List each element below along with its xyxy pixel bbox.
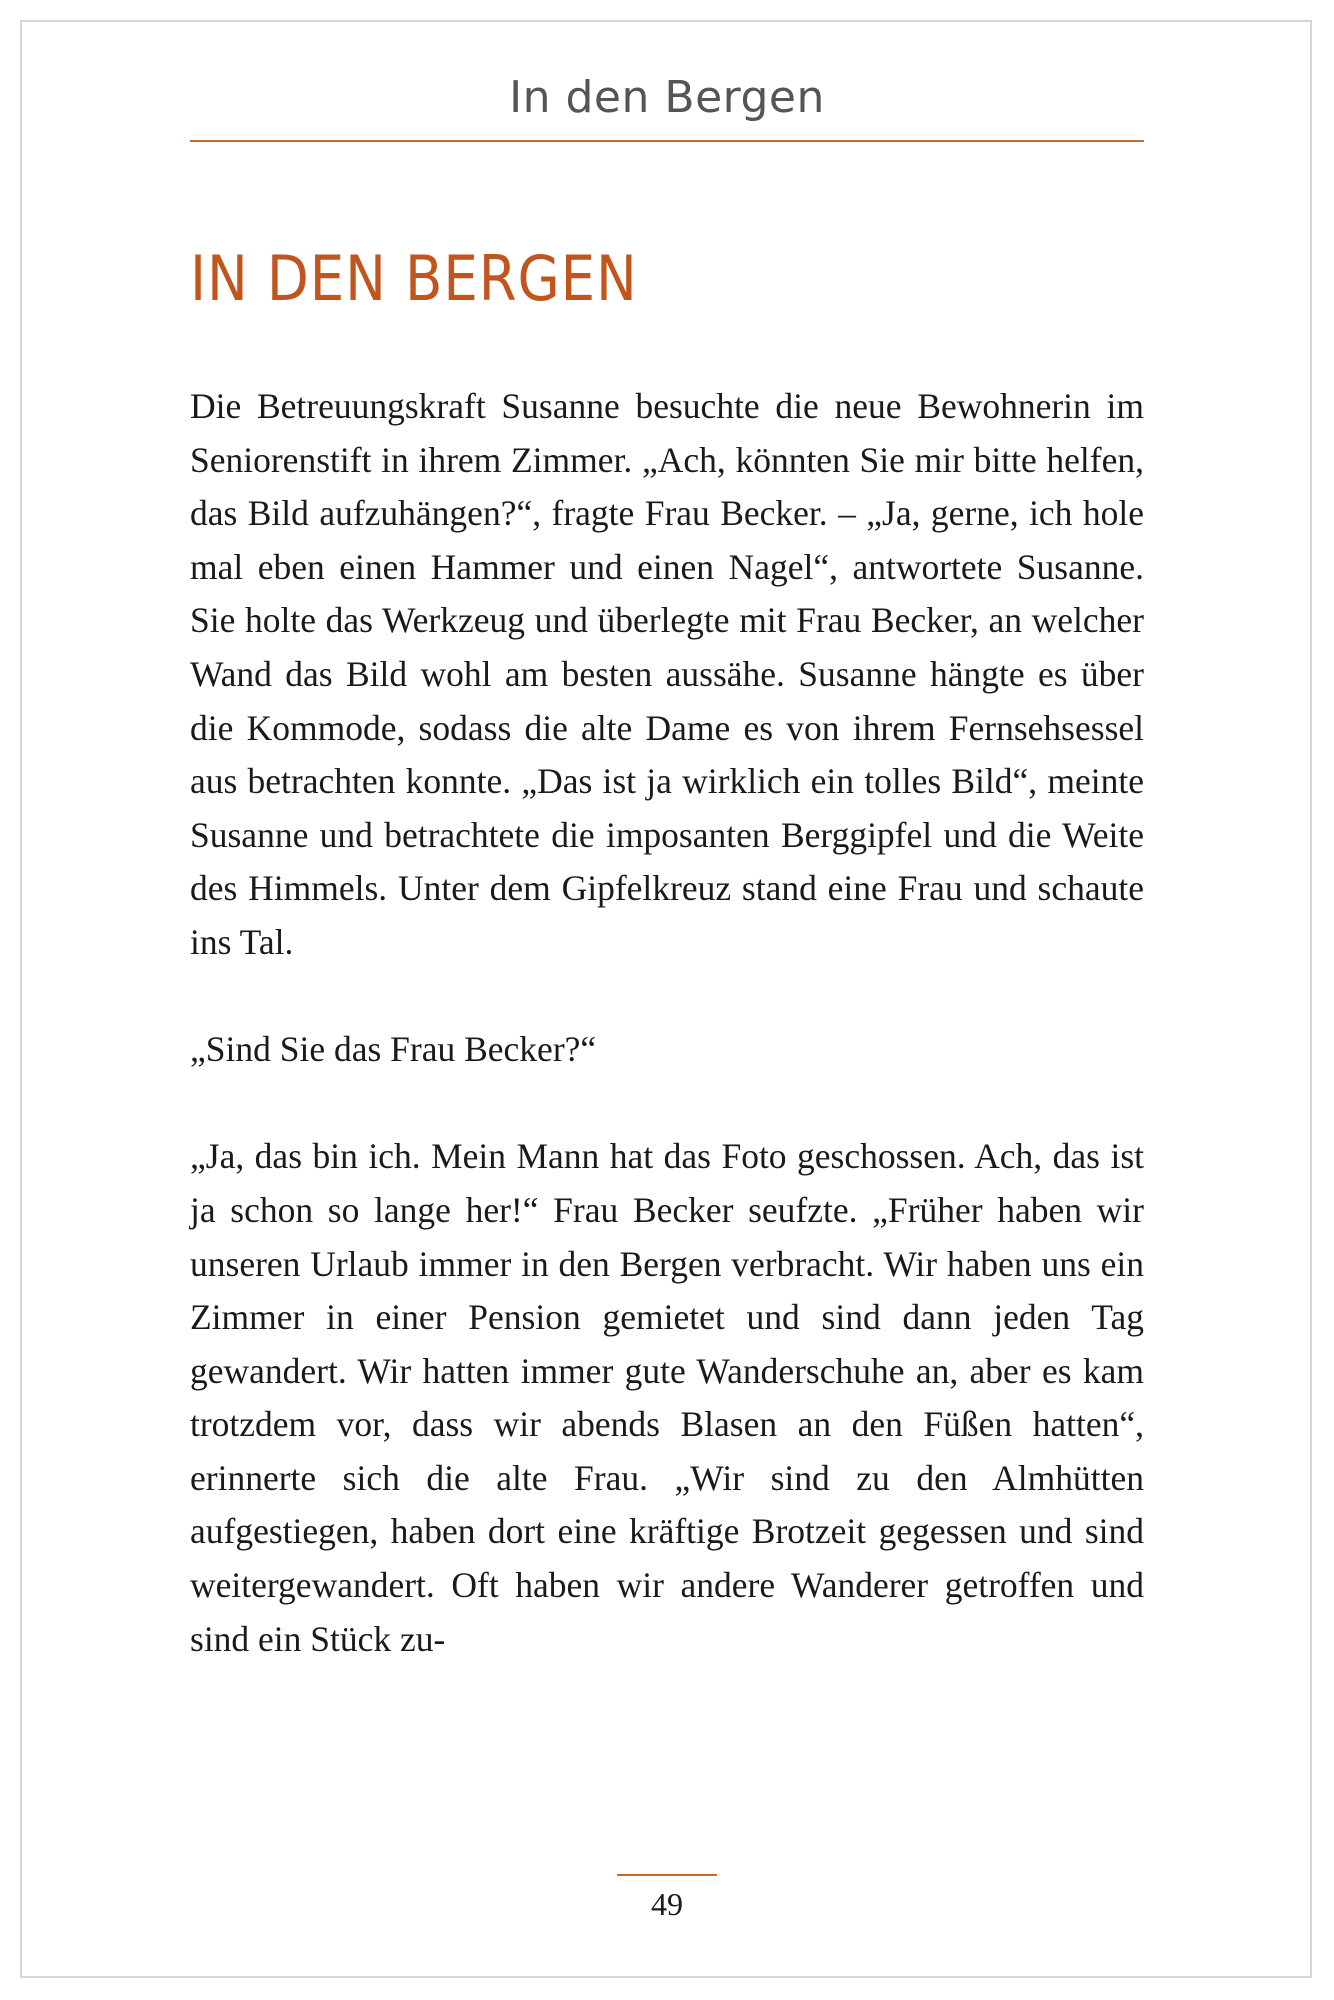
body-text: [190, 380, 1144, 1720]
running-head: In den Bergen: [509, 72, 825, 123]
paragraph-1: Die Betreuungskraft Susanne besuchte die neue Bewohnerin im Seniorenstift in ihrem Zimmer. „Ach, könnten Sie mir bitte helfen, das Bild aufzuhängen?“, fragte Frau Becker. – „Ja, gerne, ich hole mal eben einen Hammer und einen Nagel“, antwortete Susanne. Sie holte das Werkzeug und überlegte mit Frau Becker, an welcher Wand das Bild wohl am besten aussähe. Susanne hängte es über die Kommode, sodass die alte Dame es von ihrem Fernsehsessel aus betrachten konnte. „Das ist ja wirklich ein tolles Bild“, meinte Susanne und betrachtete die imposanten Berggipfel und die Weite des Himmels. Unter dem Gipfelkreuz stand eine Frau und schaute ins Tal.: [190, 386, 1144, 962]
paragraph-2: „Sind Sie das Frau Becker?“: [190, 1029, 597, 1070]
header-rule: [190, 140, 1144, 142]
footer-rule: [617, 1874, 717, 1876]
chapter-title: IN DEN BERGEN: [190, 242, 638, 315]
page-number: 49: [651, 1886, 683, 1922]
paragraph-3: „Ja, das bin ich. Mein Mann hat das Foto geschossen. Ach, das ist ja schon so lange her!“ Frau Becker seufzte. „Früher haben wir unseren Urlaub immer in den Bergen verbracht. Wir haben uns ein Zimmer in einer Pension gemietet und sind dann jeden Tag gewandert. Wir hatten immer gute Wanderschuhe an, aber es kam trotzdem vor, dass wir abends Blasen an den Füßen hatten“, erinnerte sich die alte Frau. „Wir sind zu den Almhütten aufgestiegen, haben dort eine kräftige Brotzeit gegessen und sind weitergewandert. Oft haben wir andere Wanderer getroffen und sind ein Stück zu-: [190, 1136, 1144, 1659]
